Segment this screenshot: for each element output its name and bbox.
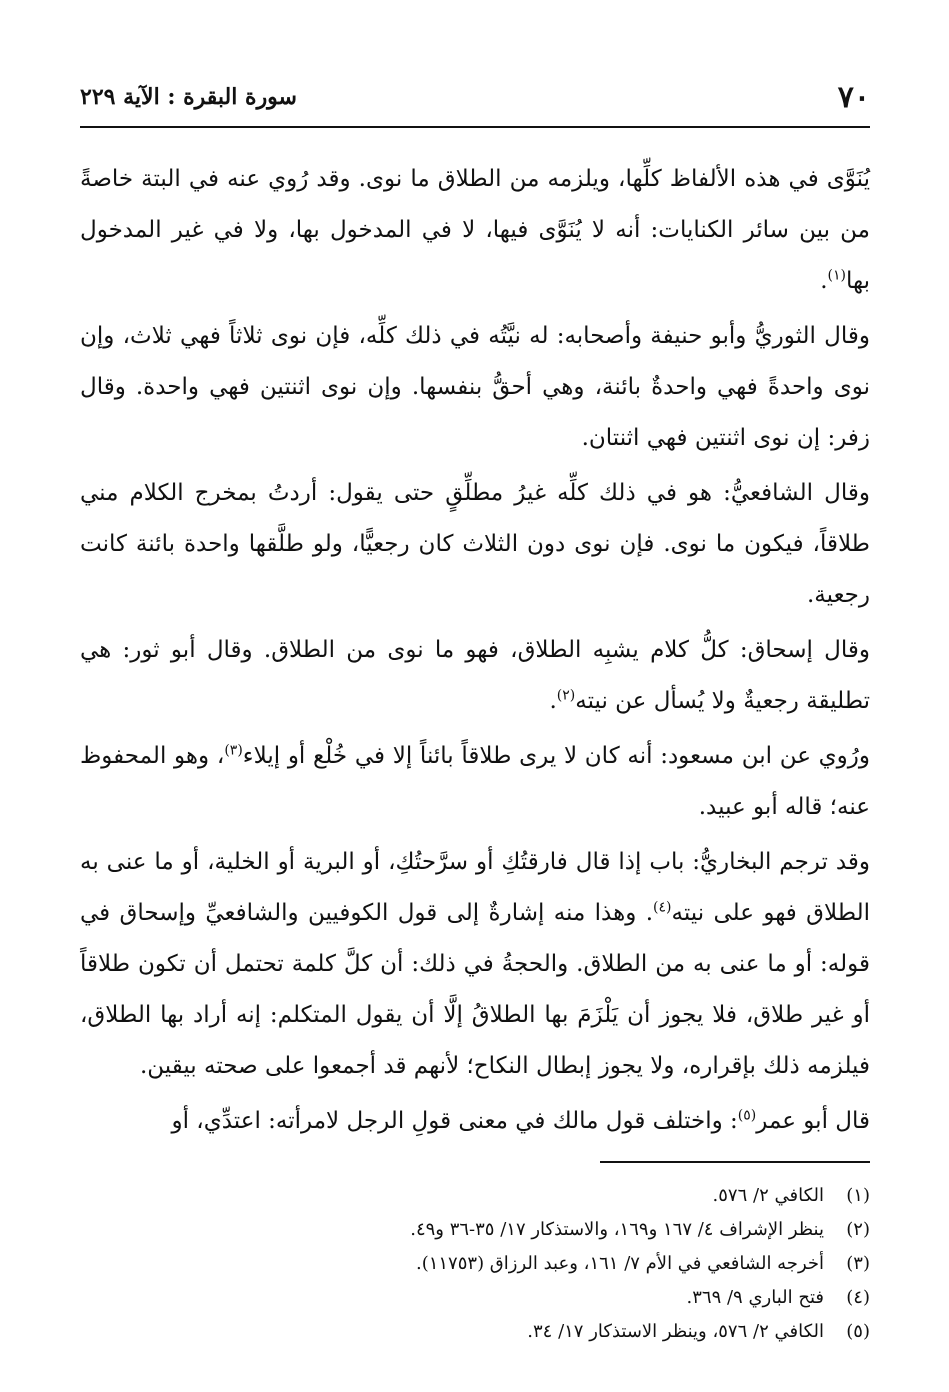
- paragraph-text-tail: : واختلف قول مالك في معنى قولِ الرجل لامرأته: اعتدِّي، أو: [171, 1108, 738, 1134]
- paragraph-text-tail: .: [549, 688, 557, 714]
- paragraph-text: وقال إسحاق: كلُّ كلام يشبِه الطلاق، فهو ما نوى من الطلاق. وقال أبو ثور: هي تطليقة رجعيةٌ ولا يُسأل عن نيته: [80, 637, 870, 714]
- running-title: سورة البقرة : الآية ٢٢٩: [80, 84, 297, 110]
- paragraph-text: قال أبو عمر: [756, 1108, 870, 1134]
- footnote-ref[interactable]: (١): [827, 267, 846, 284]
- footnote-ref[interactable]: (٢): [556, 687, 576, 704]
- paragraph: [80, 1096, 870, 1151]
- footnotes: [80, 1179, 870, 1349]
- paragraph: [80, 625, 870, 731]
- footnote: [80, 1179, 870, 1213]
- footnote: [80, 1281, 870, 1315]
- footnote-ref[interactable]: (٥): [737, 1107, 757, 1124]
- paragraph: [80, 311, 870, 468]
- footnote-text: ينظر الإشراف ٤/ ١٦٧ و١٦٩، والاستذكار ١٧/ ٣٥-٣٦ و٤٩.: [410, 1219, 824, 1240]
- footnote-text: فتح الباري ٩/ ٣٦٩.: [686, 1287, 824, 1308]
- page-number: ٧٠: [837, 80, 870, 115]
- footnote-number: (٥): [846, 1321, 870, 1342]
- footnote-number: (١): [846, 1185, 870, 1206]
- footnote-text: الكافي ٢/ ٥٧٦.: [712, 1185, 824, 1206]
- paragraph: [80, 837, 870, 1096]
- footnote-number: (٤): [846, 1287, 870, 1308]
- footnote: [80, 1247, 870, 1281]
- page-header: [80, 70, 870, 128]
- footnote-ref[interactable]: (٤): [653, 899, 672, 916]
- paragraph-text: وقال الثوريُّ وأبو حنيفة وأصحابه: له نيَّتُه في ذلك كلِّه، فإن نوى ثلاثاً فهي ثلاث، وإن نوى واحدةً فهي واحدةٌ بائنة، وهي أحقُّ بنفسها. وإن نوى اثنتين فهي واحدة. وقال زفر: إن نوى اثنتين فهي اثنتان.: [80, 323, 870, 451]
- footnote: [80, 1315, 870, 1349]
- paragraph-text: يُنَوَّى في هذه الألفاظ كلِّها، ويلزمه من الطلاق ما نوى. وقد رُوي عنه في البتة خاصةً من بين سائر الكنايات: أنه لا يُنَوَّى فيها، لا في المدخول بها، ولا في غير المدخول بها: [80, 166, 870, 294]
- footnote-number: (٢): [846, 1219, 870, 1240]
- footnote-text: الكافي ٢/ ٥٧٦، وينظر الاستذكار ١٧/ ٣٤.: [527, 1321, 824, 1342]
- footnote-separator: [600, 1161, 870, 1163]
- book-page: [80, 70, 870, 1349]
- paragraph-text: وقال الشافعيُّ: هو في ذلك كلِّه غيرُ مطلِّقٍ حتى يقول: أردتُ بمخرج الكلام مني طلاقاً، فيكون ما نوى. فإن نوى دون الثلاث كان رجعيًّا، ولو طلَّقها واحدة بائنة كانت رجعية.: [80, 480, 870, 608]
- paragraph-text-tail: .: [820, 268, 828, 294]
- paragraph-text: وقد ترجم البخاريُّ: باب إذا قال فارقتُكِ أو سرَّحتُكِ، أو البرية أو الخلية، أو ما عنى به الطلاق فهو على نيته: [80, 849, 870, 926]
- paragraph: [80, 468, 870, 625]
- footnote: [80, 1213, 870, 1247]
- body-text: [80, 154, 870, 1151]
- paragraph: [80, 731, 870, 837]
- footnote-text: أخرجه الشافعي في الأم ٧/ ١٦١، وعبد الرزاق (١١٧٥٣).: [415, 1253, 824, 1274]
- paragraph-text: ورُوي عن ابن مسعود: أنه كان لا يرى طلاقاً بائناً إلا في خُلْع أو إيلاء: [242, 743, 871, 769]
- paragraph: [80, 154, 870, 311]
- footnote-number: (٣): [846, 1253, 870, 1274]
- paragraph-text-tail: ، وهو المحفوظ عنه؛ قاله أبو عبيد.: [80, 743, 870, 820]
- footnote-ref[interactable]: (٣): [224, 742, 243, 759]
- paragraph-text-tail: . وهذا منه إشارةٌ إلى قول الكوفيين والشافعيِّ وإسحاق في قوله: أو ما عنى به من الطلاق. والحجةُ في ذلك: أن كلَّ كلمة تحتمل أن تكون طلاقاً أو غير طلاق، فلا يجوز أن يَلْزَمَ بها الطلاقُ إلَّا أن يقول المتكلم: إنه أراد بها الطلاق، فيلزمه ذلك بإقراره، ولا يجوز إبطال النكاح؛ لأنهم قد أجمعوا على صحته بيقين.: [80, 900, 870, 1079]
